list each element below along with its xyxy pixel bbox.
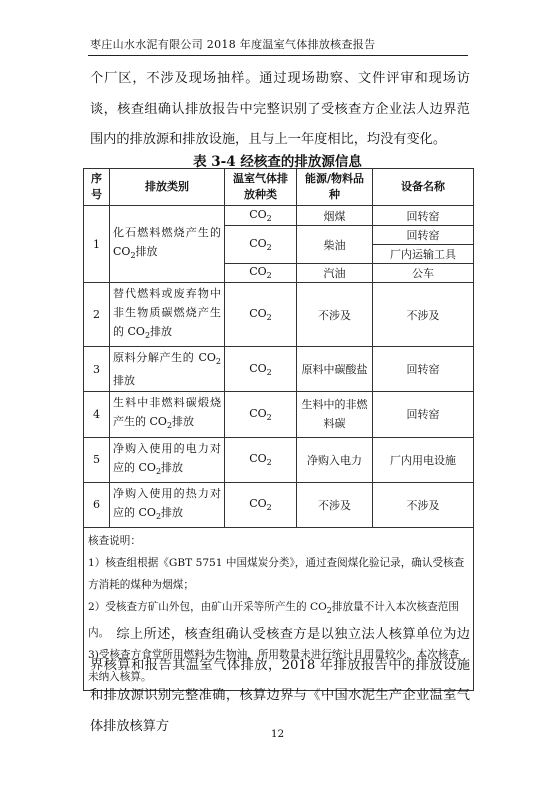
row-no: 5	[84, 437, 110, 482]
notes-title: 核查说明：	[88, 534, 141, 547]
row-gas: $CO_2$	[225, 437, 297, 482]
row-no: 3	[84, 347, 110, 392]
row-gas: $CO_2$	[225, 206, 297, 226]
table-row	[84, 482, 474, 527]
row-category: 化石燃料燃烧产生的 $CO_2$排放	[110, 206, 225, 283]
row-device: 回转窑	[373, 347, 474, 392]
row-gas: $CO_2$	[225, 264, 297, 283]
note-1: 1）核查组根据《GBT 5751 中国煤炭分类》，通过查阅煤化验记录，确认受核查方消耗的煤种为烟煤；	[88, 556, 465, 591]
conclusion-paragraph: 综上所述，核查组确认受核查方是以独立法人核算单位为边界核算和报告其温室气体排放，2018 年排放报告中的排放设施和排放源识别完整准确，核算边界与《中国水泥生产企业温室气体排放核算方	[90, 627, 470, 734]
row-gas: $CO_2$	[225, 226, 297, 264]
row-material: 净购入电力	[297, 437, 373, 482]
row-category: 生料中非燃料碳煅烧产生的 $CO_2$排放	[110, 392, 225, 437]
row-device: 回转窑	[373, 392, 474, 437]
table-row	[84, 437, 474, 482]
header-no: 序号	[84, 169, 110, 206]
emission-source-table	[83, 168, 474, 691]
note-3: 3)受核查方食堂所用燃料为生物油，所用数量未进行统计且用量较少，本次核查未纳入核算。	[88, 649, 460, 684]
row-category: 净购入使用的电力对应的 $CO_2$排放	[110, 437, 225, 482]
row-gas: $CO_2$	[225, 482, 297, 527]
row-device: 不涉及	[373, 283, 474, 347]
row-category: 替代燃料或废弃物中非生物质碳燃烧产生的 $CO_2$排放	[110, 283, 225, 347]
row-device: 不涉及	[373, 482, 474, 527]
table-header-row	[84, 169, 474, 206]
intro-paragraph: 个厂区，不涉及现场抽样。通过现场勘察、文件评审和现场访谈，核查组确认排放报告中完整识别了受核查方企业法人边界范围内的排放源和排放设施，且与上一年度相比，均没有变化。	[90, 71, 470, 147]
table-row	[84, 392, 474, 437]
table-row	[84, 206, 474, 226]
row-device: 厂内用电设施	[373, 437, 474, 482]
table-row	[84, 283, 474, 347]
row-device: 厂内运输工具	[373, 245, 474, 264]
header-material: 能源/物料品种	[297, 169, 373, 206]
table-row	[84, 347, 474, 392]
row-device: 回转窑	[373, 206, 474, 226]
header-divider	[88, 55, 468, 56]
row-material: 烟煤	[297, 206, 373, 226]
row-material: 原料中碳酸盐	[297, 347, 373, 392]
row-no: 6	[84, 482, 110, 527]
page-number: 12	[270, 728, 285, 740]
row-no: 1	[84, 206, 110, 283]
row-category: 原料分解产生的 $CO_2$排放	[110, 347, 225, 392]
row-material: 汽油	[297, 264, 373, 283]
row-no: 2	[84, 283, 110, 347]
row-no: 4	[84, 392, 110, 437]
table-title: 表 3-4 经核查的排放源信息	[193, 154, 362, 170]
row-device: 回转窑	[373, 226, 474, 245]
row-material: 柴油	[297, 226, 373, 264]
row-material: 不涉及	[297, 283, 373, 347]
row-gas: $CO_2$	[225, 392, 297, 437]
row-category: 净购入使用的热力对应的 $CO_2$排放	[110, 482, 225, 527]
row-material: 不涉及	[297, 482, 373, 527]
row-gas: $CO_2$	[225, 283, 297, 347]
row-gas: $CO_2$	[225, 347, 297, 392]
header-gas: 温室气体排放种类	[225, 169, 297, 206]
row-material: 生料中的非燃料碳	[297, 392, 373, 437]
note-2: 2）受核查方矿山外包，由矿山开采等所产生的 $CO_2$排放量不计入本次核查范围内。	[88, 600, 459, 640]
header-device: 设备名称	[373, 169, 474, 206]
row-device: 公车	[373, 264, 474, 283]
page-header: 枣庄山水水泥有限公司 2018 年度温室气体排放核查报告	[90, 38, 376, 51]
header-category: 排放类别	[110, 169, 225, 206]
